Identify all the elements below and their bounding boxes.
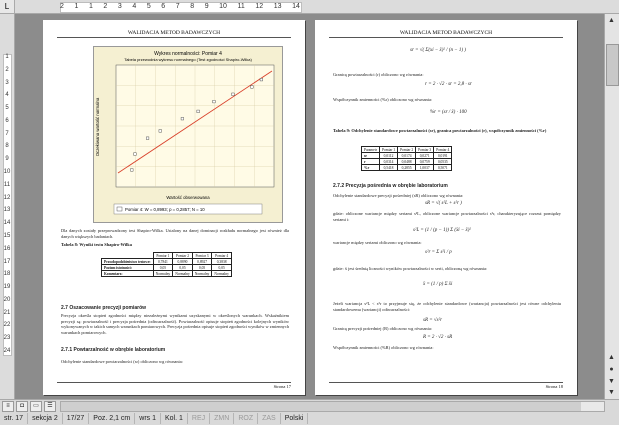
table-header-cell: Pomiar 3 [416,147,434,153]
data-point [251,86,254,89]
table-cell: 0,0759 [416,159,434,165]
vruler-number: 16 [3,245,11,252]
ruler-number: 9 [204,3,209,10]
paragraph-sR: Odchylenie standardowe precyzji pośredniej (sR) obliczono wg równania: [333,193,464,198]
table-header-cell: Pomiar 1 [153,253,173,259]
vruler-number: 10 [3,169,11,176]
vruler-number: 5 [5,105,9,112]
vruler-number: 20 [3,296,11,303]
data-point [232,93,235,96]
status-rec[interactable]: REJ [188,413,210,424]
data-point [213,100,216,103]
vruler-number: 19 [3,284,11,291]
next-page-icon[interactable]: ▼ [608,378,615,385]
table-cell: 0,8927 [192,259,212,265]
table-cell: 0,0191 [434,153,452,159]
table-cell: 0,2855 [398,165,416,171]
table-cell: 0,5418 [379,165,397,171]
table-cell: 0,05 [192,265,212,271]
page-17[interactable] [43,20,305,395]
ruler-numbers [60,0,300,13]
vruler-number: 3 [5,79,9,86]
subsection-heading-repeatability: 2.7.1 Powtarzalność w obrębie laboratorium [61,347,166,353]
vruler-number: 17 [3,258,11,265]
table-header-cell: Pomiar 2 [398,147,416,153]
data-point [260,78,263,81]
table-cell: 0,05 [173,265,193,271]
vruler-number: 14 [3,220,11,227]
data-point [134,153,137,156]
formula-sr: sr = √( Σ(xi − x̄)² / (n − 1) ) [410,48,466,53]
browse-object-icon[interactable]: ● [609,366,614,373]
vruler-numbers [0,54,14,354]
table-cell: 0,0535 [434,159,452,165]
page-footer: Strona 18 [329,382,563,389]
ruler-number: 6 [161,3,166,10]
vruler-number: 21 [3,309,11,316]
formula-R: R = 2 · √2 · sR [423,335,453,340]
ruler-number: 10 [219,3,227,10]
vruler-number: 6 [5,117,9,124]
formula-sL: s²L = (1 / (p − 1)) Σ (x̄i − x̄)² [413,228,471,233]
table8-caption: Tabela 8: Wyniki testu Shapiro-Wilka [61,242,132,247]
table-header-cell: Pomiar 1 [379,147,397,153]
tab-selector[interactable]: L [0,0,15,13]
document-area[interactable] [15,14,605,399]
vruler-number: 24 [3,347,11,354]
legend-marker-icon [117,207,122,211]
page-footer: Strona 17 [57,382,291,389]
scroll-down-icon[interactable]: ▼ [608,389,615,396]
status-pages: 17/27 [63,413,90,424]
table-cell: 1,0037 [416,165,434,171]
vruler-number: 7 [5,130,9,137]
repeatability-table [361,146,452,171]
vertical-ruler[interactable] [0,14,15,399]
previous-page-icon[interactable]: ▲ [608,354,615,361]
table-cell: 0,05 [212,265,232,271]
table9-caption: Tabela 9: Odchylenie standardowe powtarzalności (sr), granica powtarzalności (r), współczynnik zmienności (%r) [333,128,547,133]
formula-mean: x̄ = (1 / p) Σ x̄i [423,282,453,287]
plot-area [116,65,274,187]
status-ext[interactable]: ROZ [234,413,258,424]
table-row [362,165,452,171]
chart-title: Wykres normalności: Pomiar 4 [154,51,222,57]
vruler-number: 2 [5,66,9,73]
status-language[interactable]: Polski [281,413,309,424]
status-ovr[interactable]: ZAS [258,413,281,424]
page-header: WALIDACJA METOD BADAWCZYCH [57,30,291,38]
status-section: sekcja 2 [28,413,63,424]
table-cell: 0,3838 [212,259,232,265]
view-buttons [2,401,56,411]
ruler-number: 7 [175,3,180,10]
status-line: wrs 1 [135,413,161,424]
shapiro-wilk-table [101,252,232,277]
vruler-number: 18 [3,271,11,278]
table-cell: 0,8890 [173,259,193,265]
status-info [0,412,619,424]
web-view-icon[interactable]: ◘ [16,401,28,412]
table-cell: 0,0271 [416,153,434,159]
table-cell: Komentarz: [102,271,154,277]
status-column: Kol. 1 [161,413,188,424]
ruler-number: 8 [190,3,195,10]
status-page: str. 17 [0,413,28,424]
table-header-cell: Pomiar 3 [192,253,212,259]
paragraph-R: Granicę precyzji pośredniej (R) obliczono wg równania: [333,326,432,331]
vruler-number: 9 [5,156,9,163]
paragraph-between: wariancje między seriami obliczono wg równania: [333,240,422,245]
ruler-number: 11 [237,3,245,10]
vruler-number: 8 [5,143,9,150]
ruler-number: 5 [146,3,151,10]
table-cell: Normalny [212,271,232,277]
vruler-number: 23 [3,335,11,342]
table-row [102,271,232,277]
vruler-number: 13 [3,207,11,214]
table-cell: Normalny [173,271,193,277]
page-18[interactable] [315,20,577,395]
vruler-number: 22 [3,322,11,329]
ruler-number: 2 [103,3,108,10]
table-cell: 0,05 [153,265,173,271]
scrollbar-thumb[interactable] [606,44,619,86]
table-header-cell: Pomiar 4 [434,147,452,153]
table-header-cell: Parametr [362,147,380,153]
table-header-cell: Pomiar 4 [212,253,232,259]
horizontal-scrollbar[interactable] [60,401,605,412]
paragraph-variances: gdzie: obliczone wariancje między seriami s²L, obliczone wariancje powtarzalności s²r, charakteryzujące rozrzut pomiędzy seriami i: [333,211,561,222]
y-axis-label: Oczekiwana wartość normalna [95,97,100,157]
data-point [131,169,134,172]
horizontal-ruler[interactable] [0,0,619,14]
vruler-number: 1 [5,54,9,60]
table-cell: 0,0314 [379,159,397,165]
scroll-up-icon[interactable]: ▲ [608,17,615,24]
normality-chart[interactable] [93,46,283,223]
table-cell: Normalny [153,271,173,277]
table-cell: 0,5071 [434,165,452,171]
outline-view-icon[interactable]: ☰ [44,401,56,412]
table-cell: 0,0174 [398,153,416,159]
ruler-number: 3 [117,3,122,10]
paragraph-shapiro: Dla danych zostały przeprowadzony test Shapiro-Wilka. Ustalony na danej dominacji rozkładu normalnego jest również dla danych większych badaniach. [61,228,289,239]
status-position: Poz. 2,1 cm [89,413,135,424]
table-cell: 0,0488 [398,159,416,165]
hscroll-thumb[interactable] [61,402,581,411]
formula-sr2: s²r = Σ s²i / p [425,250,452,255]
data-point [146,137,149,140]
normality-chart-svg [94,47,282,222]
table-header-cell: Pomiar 2 [173,253,193,259]
formula-sR-eq: sR = √s²r [423,318,443,323]
paragraph-mean: gdzie: x̄ jest średnią liczności wyników powtarzalności w serii, obliczoną wg równania: [333,266,488,271]
ruler-number: 1 [74,3,79,10]
table-cell: sr [362,153,380,159]
status-trk[interactable]: ZMN [210,413,234,424]
formula-cv: %r = (sr / x̄) · 100 [430,110,467,115]
vruler-number: 4 [5,92,9,99]
section-heading-intermediate: 2.7.2 Precyzja pośrednia w obrębie laboratorium [333,183,448,189]
table-cell: Poziom istotności: [102,265,154,271]
ruler-number: 2 [60,3,64,10]
table-cell: Prawdopodobieństwo testowe: [102,259,154,265]
table-cell: 0,0112 [379,153,397,159]
formula-sR: sR = √( s²L + s²r ) [425,201,462,206]
ruler-number: 4 [132,3,137,10]
print-view-icon[interactable]: ▭ [30,401,42,412]
vruler-number: 15 [3,232,11,239]
ruler-number: 1 [88,3,93,10]
paragraph-precision: Precyzja określa stopień zgodności między niezależnymi wynikami uzyskanymi w określonych warunkach. Wskaźnikiem precyzji są: powtarzalność i precyzja pośrednia (odtwarzalność). Powtarzalność opisuje stopień zgodności kolejnych wyników wykonywanych w takich samych warunkach pomiarowych. Precyzja pośrednia opisuje stopień zgodności wyników w zmiennych warunkach pomiarowych. [61,313,290,335]
chart-subtitle: Tabela przewodnia wykresu normalnego (Test zgodności Shapiro-Wilka) [124,57,252,62]
x-axis-label: Wartość obserwowana [166,195,210,200]
formula-r: r = 2 · √2 · sr = 2,8 · sr [425,82,472,87]
vruler-number: 11 [3,181,11,188]
table-cell: r [362,159,380,165]
paragraph-r: Granicę powtarzalności (r) obliczono wg równania: [333,72,424,77]
data-point [197,110,200,113]
table-cell: 0,7841 [153,259,173,265]
data-point [181,117,184,120]
paragraph-sr: Odchylenie standardowe powtarzalności (sr) obliczono wg równania: [61,359,183,364]
chart-legend-text: Pomiar 4: W = 0,8993; p = 0,2857; N = 10 [125,207,205,212]
data-point [159,130,162,133]
normal-view-icon[interactable]: ≡ [2,401,14,412]
table-cell: Normalny [192,271,212,277]
status-bar [0,399,619,425]
ruler-number: 14 [292,3,300,10]
ruler-number: 13 [273,3,282,10]
ruler-number: 12 [255,3,264,10]
vertical-scrollbar[interactable] [604,14,619,399]
section-heading-precision: 2.7 Oszacowanie precyzji pomiarów [61,305,147,311]
paragraph-cv: Współczynnik zmienności (%r) obliczono wg równania: [333,97,433,102]
vruler-number: 12 [3,194,11,201]
page-header: WALIDACJA METOD BADAWCZYCH [329,30,563,38]
table-cell: %r [362,165,380,171]
paragraph-cvR: Współczynnik zmienności (%R) obliczono wg równania: [333,345,434,350]
paragraph-condition: Jeżeli wariancja s²L < s²r to przyjmuje się, że odchylenie standardowe (wariancja) powtarzalności jest równe odchyleniu standardowemu (wariancji) odtwarzalności: [333,301,561,312]
